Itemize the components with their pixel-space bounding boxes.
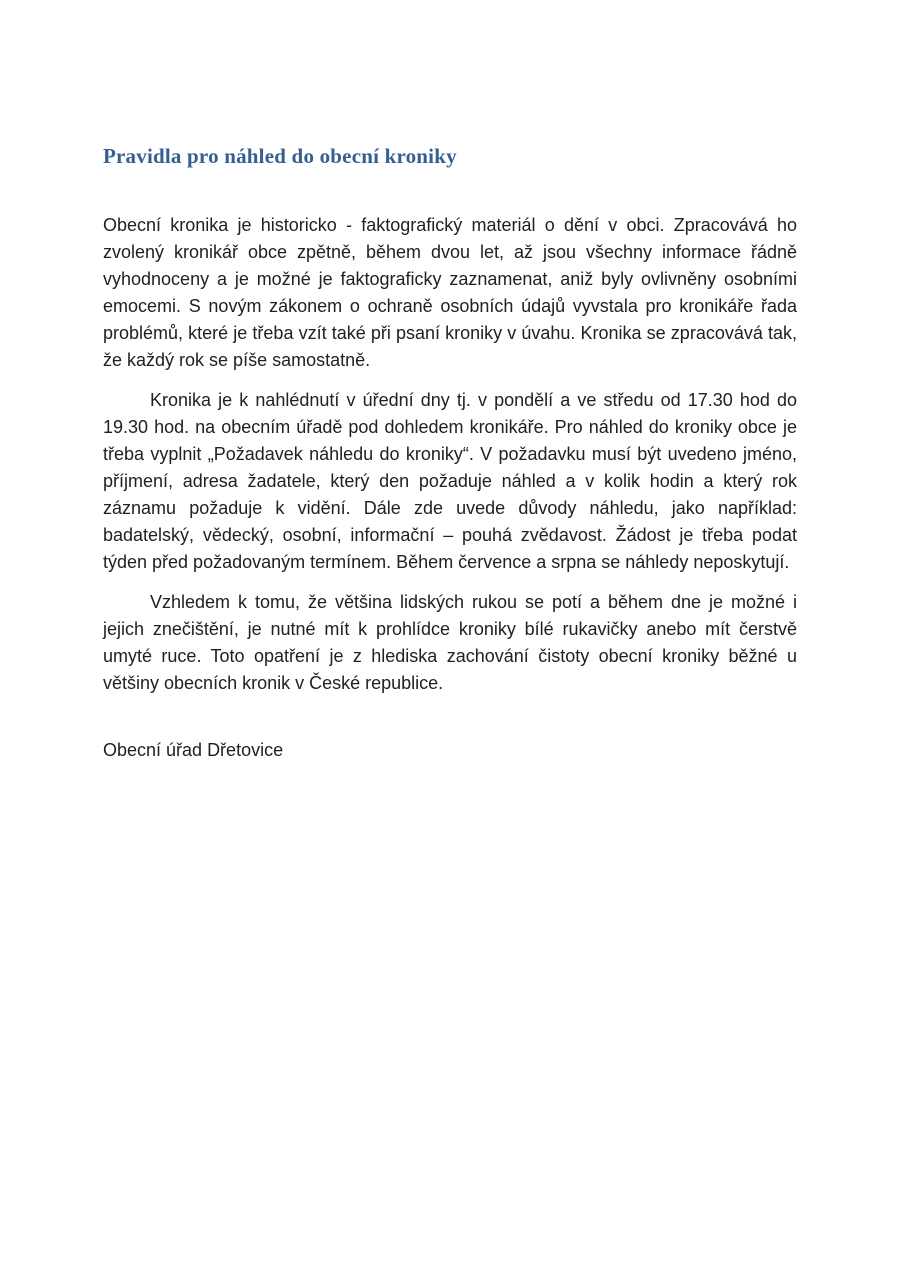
page-title: Pravidla pro náhled do obecní kroniky: [103, 144, 457, 168]
paragraph-hygiene-rules: Vzhledem k tomu, že většina lidských rukou se potí a během dne je možné i jejich znečištění, je nutné mít k prohlídce kroniky bílé rukavičky anebo mít čerstvě umyté ruce. Toto opatření je z hlediska zachování čistoty obecní kroniky běžné u většiny obecních kronik v České republice.: [103, 592, 797, 693]
paragraph-intro: Obecní kronika je historicko - faktografický materiál o dění v obci. Zpracovává ho zvolený kronikář obce zpětně, během dvou let, až jsou všechny informace řádně vyhodnoceny a je možné je faktograficky zaznamenat, aniž byly ovlivněny osobními emocemi. S novým zákonem o ochraně osobních údajů vyvstala pro kronikáře řada problémů, které je třeba vzít také při psaní kroniky v úvahu. Kronika se zpracovává tak, že každý rok se píše samostatně.: [103, 215, 797, 370]
paragraph-viewing-rules: Kronika je k nahlédnutí v úřední dny tj. v pondělí a ve středu od 17.30 hod do 19.30 hod. na obecním úřadě pod dohledem kronikáře. Pro náhled do kroniky obce je třeba vyplnit „Požadavek náhledu do kroniky“. V požadavku musí být uvedeno jméno, příjmení, adresa žadatele, který den požaduje náhled a v kolik hodin a který rok záznamu požaduje k vidění. Dále zde uvede důvody náhledu, jako například: badatelský, vědecký, osobní, informační – pouhá zvědavost. Žádost je třeba podat týden před požadovaným termínem. Během července a srpna se náhledy neposkytují.: [103, 390, 797, 572]
signature-line: Obecní úřad Dřetovice: [103, 740, 284, 760]
